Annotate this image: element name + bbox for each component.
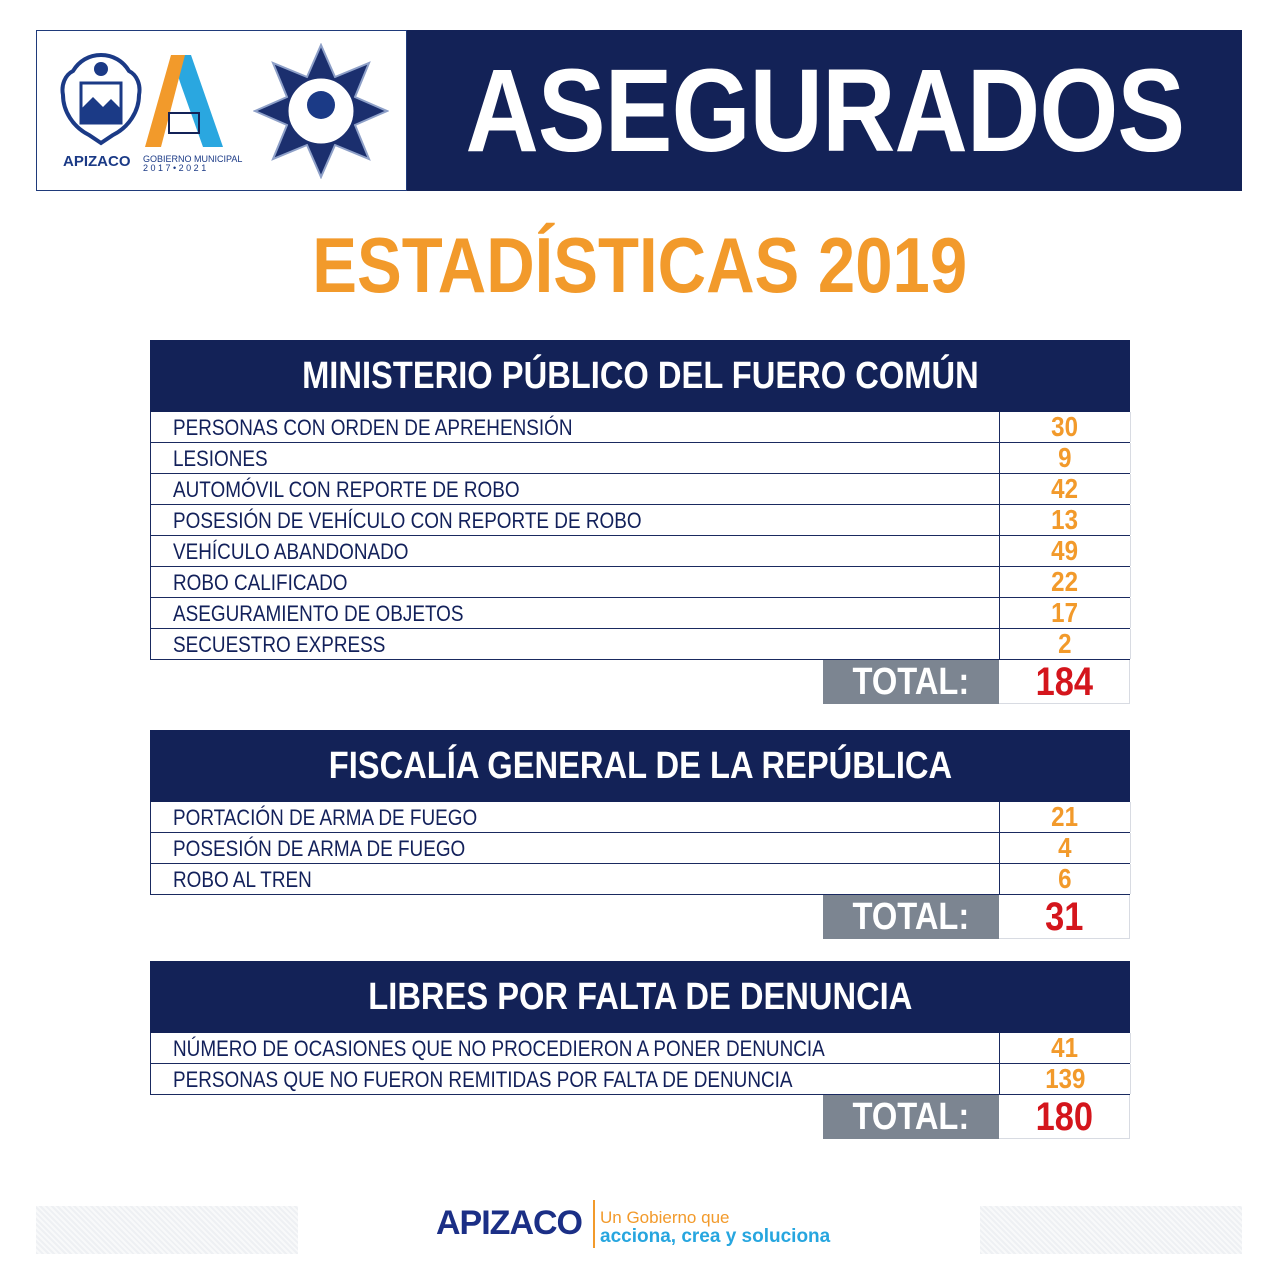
footer-brand: APIZACO: [436, 1204, 582, 1242]
header: [36, 30, 1242, 191]
table-row: PERSONAS QUE NO FUERON REMITIDAS POR FALTA DE DENUNCIA 139: [151, 1064, 1130, 1095]
table-row: VEHÍCULO ABANDONADO 49: [151, 536, 1130, 567]
police-star-icon: [253, 43, 389, 179]
logo-panel: [36, 30, 407, 191]
section-rows: [150, 802, 1130, 895]
footer-slogan: Un Gobierno que acciona, crea y soluciona: [600, 1208, 831, 1247]
total-label: TOTAL:: [823, 660, 999, 704]
total-value: 180: [999, 1095, 1130, 1139]
table-row: ROBO AL TREN 6: [151, 864, 1130, 895]
section-rows: [150, 1033, 1130, 1095]
section-header: FISCALÍA GENERAL DE LA REPÚBLICA: [150, 730, 1130, 802]
section-ministerio-publico: [150, 340, 1130, 704]
page-title: ASEGURADOS: [465, 44, 1184, 177]
table-row: ROBO CALIFICADO 22: [151, 567, 1130, 598]
subtitle: ESTADÍSTICAS 2019: [312, 221, 967, 309]
section-libres-falta-denuncia: [150, 961, 1130, 1139]
footer-divider: [593, 1200, 595, 1248]
table-row: NÚMERO DE OCASIONES QUE NO PROCEDIERON A PONER DENUNCIA 41: [151, 1033, 1130, 1064]
total-value: 184: [999, 660, 1130, 704]
table-row: AUTOMÓVIL CON REPORTE DE ROBO 42: [151, 474, 1130, 505]
total-label: TOTAL:: [823, 895, 999, 939]
table-row: SECUESTRO EXPRESS 2: [151, 629, 1130, 660]
section-rows: [150, 412, 1130, 660]
section-header: LIBRES POR FALTA DE DENUNCIA: [150, 961, 1130, 1033]
total-label: TOTAL:: [823, 1095, 999, 1139]
section-fiscalia: [150, 730, 1130, 939]
municipal-crest-icon: [59, 51, 143, 151]
total-row: [150, 895, 1130, 939]
table-row: PERSONAS CON ORDEN DE APREHENSIÓN 30: [151, 412, 1130, 443]
table-row: POSESIÓN DE VEHÍCULO CON REPORTE DE ROBO 13: [151, 505, 1130, 536]
government-label: GOBIERNO MUNICIPAL 2 0 1 7 • 2 0 2 1: [143, 154, 243, 173]
table-row: POSESIÓN DE ARMA DE FUEGO 4: [151, 833, 1130, 864]
table-row: ASEGURAMIENTO DE OBJETOS 17: [151, 598, 1130, 629]
footer-decor-left: [36, 1206, 298, 1254]
page-title-banner: [407, 30, 1242, 191]
city-logo-text: APIZACO: [63, 153, 131, 170]
footer-decor-right: [980, 1206, 1242, 1254]
government-a-logo-icon: [141, 55, 227, 155]
total-row: [150, 660, 1130, 704]
table-row: LESIONES 9: [151, 443, 1130, 474]
total-value: 31: [999, 895, 1130, 939]
section-header: MINISTERIO PÚBLICO DEL FUERO COMÚN: [150, 340, 1130, 412]
total-row: [150, 1095, 1130, 1139]
table-row: PORTACIÓN DE ARMA DE FUEGO 21: [151, 802, 1130, 833]
